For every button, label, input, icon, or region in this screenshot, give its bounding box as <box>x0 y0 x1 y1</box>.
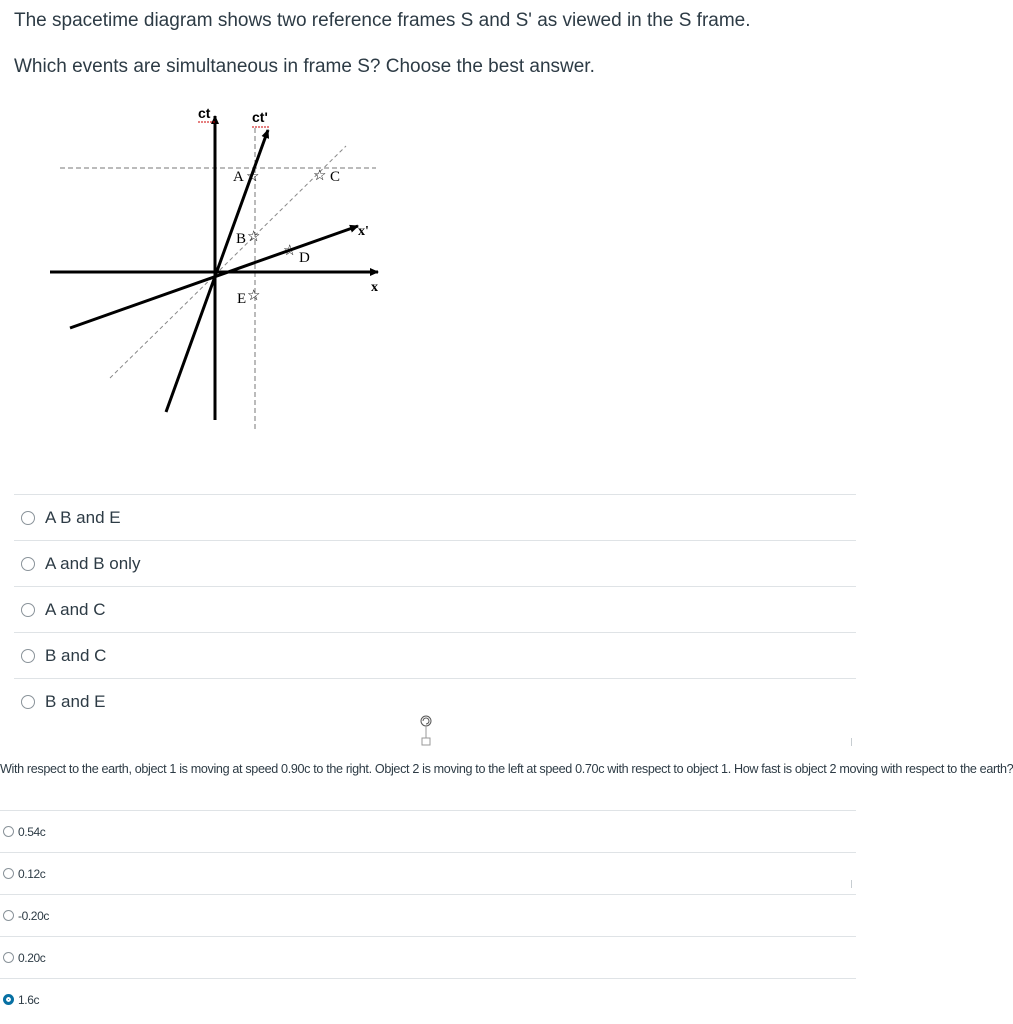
event-c-label: C <box>330 169 341 185</box>
event-b-star-icon: ☆ <box>247 227 261 245</box>
radio-button-selected[interactable] <box>3 994 14 1005</box>
answer-label: B and E <box>45 691 106 711</box>
radio-button[interactable] <box>3 910 14 921</box>
question1-prompt: Which events are simultaneous in frame S? Choose the best answer. <box>14 56 595 77</box>
light-line <box>110 146 346 378</box>
event-a-star-icon: ☆ <box>246 167 260 185</box>
radio-button[interactable] <box>21 511 35 525</box>
radio-button[interactable] <box>3 868 14 879</box>
answer-option-4[interactable] <box>0 936 856 978</box>
answer-option-2[interactable] <box>14 540 856 586</box>
answer-label: -0.20c <box>18 908 49 923</box>
answer-label: A B and E <box>45 507 121 527</box>
event-e-label: E <box>237 291 247 307</box>
answer-label: B and C <box>45 645 107 665</box>
radio-button[interactable] <box>3 952 14 963</box>
answer-label: A and C <box>45 599 106 619</box>
radio-button[interactable] <box>21 695 35 709</box>
question2-text: With respect to the earth, object 1 is moving at speed 0.90c to the right. Object 2 is moving to the left at speed 0.70c with respect to object 1. How fast is object 2 moving with respect to the earth? <box>0 762 1013 776</box>
resize-handle[interactable] <box>851 738 856 746</box>
answer-option-5[interactable] <box>0 978 856 1020</box>
event-a-label: A <box>233 169 244 185</box>
radio-button[interactable] <box>3 826 14 837</box>
ct-prime-axis-label: ct' <box>252 109 268 125</box>
event-d-star-icon: ☆ <box>283 241 297 259</box>
answer-label: 1.6c <box>18 992 40 1007</box>
event-c-star-icon: ☆ <box>313 166 327 184</box>
answer-option-1[interactable] <box>0 810 856 852</box>
answer-option-3[interactable] <box>14 586 856 632</box>
answer-option-4[interactable] <box>14 632 856 678</box>
radio-button[interactable] <box>21 603 35 617</box>
ct-axis-label: ct <box>198 105 211 121</box>
answer-label: 0.54c <box>18 824 46 839</box>
radio-button[interactable] <box>21 557 35 571</box>
radio-button[interactable] <box>21 649 35 663</box>
answer-option-5[interactable] <box>14 678 856 724</box>
question2-answers <box>0 810 856 1020</box>
event-b-label: B <box>236 231 247 247</box>
question1-answers <box>14 494 856 724</box>
x-axis-label: x <box>371 280 378 295</box>
answer-label: A and B only <box>45 553 141 573</box>
rotate-handle-icon[interactable] <box>418 714 434 746</box>
answer-option-3[interactable] <box>0 894 856 936</box>
answer-option-2[interactable] <box>0 852 856 894</box>
event-d-label: D <box>299 250 310 266</box>
answer-label: 0.20c <box>18 950 46 965</box>
answer-option-1[interactable] <box>14 494 856 540</box>
answer-label: 0.12c <box>18 866 46 881</box>
x-prime-axis-label: x' <box>358 224 369 239</box>
spacetime-diagram <box>40 100 390 440</box>
question1-line1: The spacetime diagram shows two reference frames S and S' as viewed in the S frame. <box>14 10 751 31</box>
event-e-star-icon: ☆ <box>247 286 261 304</box>
